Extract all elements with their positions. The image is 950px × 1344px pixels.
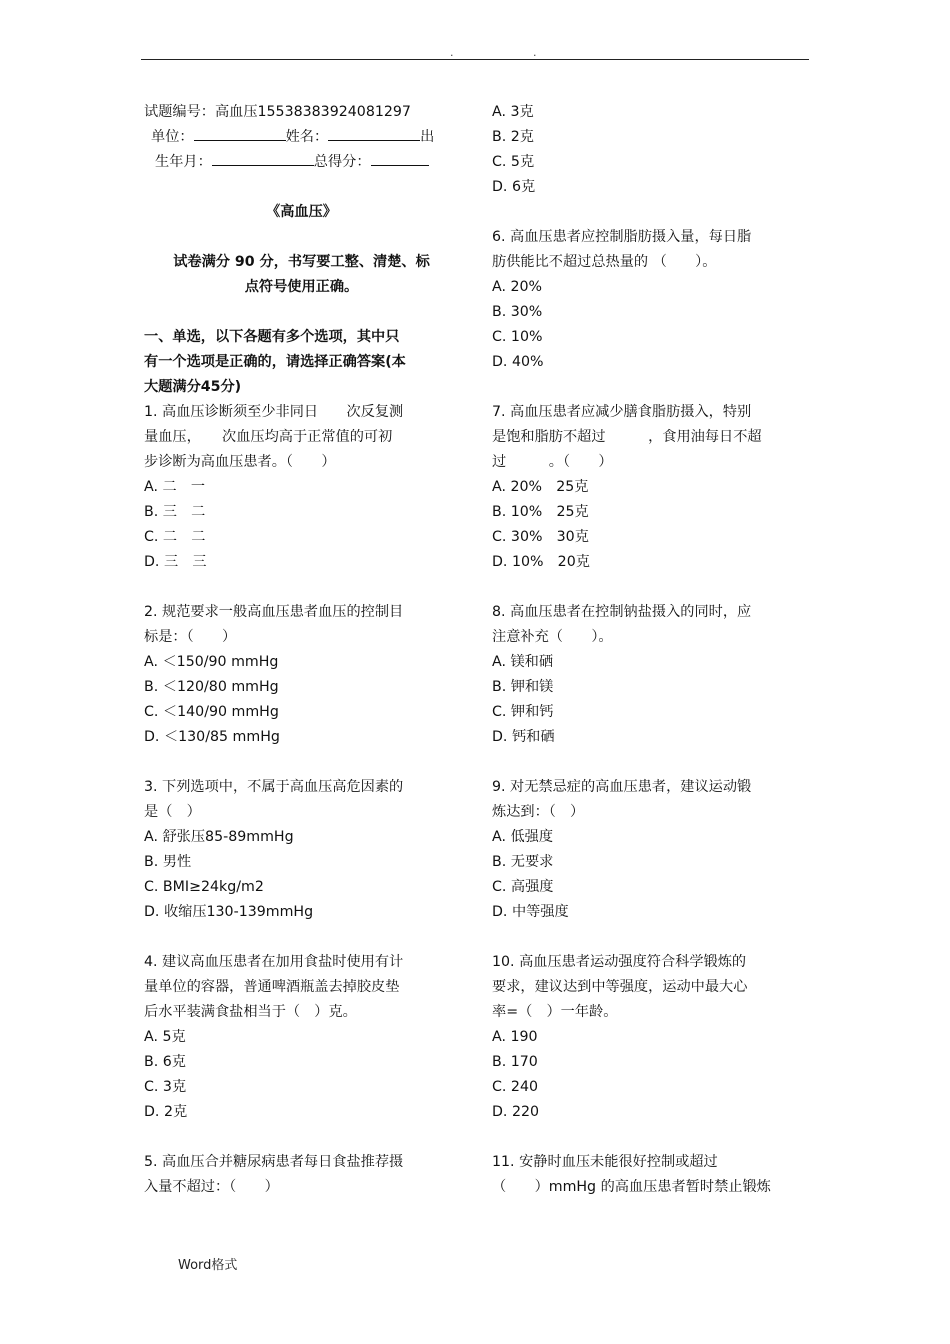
option-a[interactable]: A. 20% bbox=[492, 279, 543, 295]
question-stem: 3. 下列选项中，不属于高血压高危因素的 bbox=[144, 779, 404, 795]
question-stem: 9. 对无禁忌症的高血压患者，建议运动锻 bbox=[492, 779, 752, 795]
unit-name-line bbox=[144, 125, 459, 150]
option-b[interactable]: B. 10% 25克 bbox=[492, 504, 589, 520]
question-stem: 11. 安静时血压未能很好控制或超过 bbox=[492, 1154, 718, 1170]
option-b[interactable]: B. 钾和镁 bbox=[492, 679, 554, 695]
option-c[interactable]: C. BMI≥24kg/m2 bbox=[144, 879, 264, 895]
option-b[interactable]: B. 无要求 bbox=[492, 854, 554, 870]
option-d[interactable]: D. 钙和硒 bbox=[492, 729, 555, 745]
option-c[interactable]: C. 3克 bbox=[144, 1079, 187, 1095]
question-1 bbox=[144, 400, 459, 575]
header-dots: . . bbox=[450, 46, 575, 59]
question-stem: （ ）mmHg 的高血压患者暂时禁止锻炼 bbox=[492, 1179, 771, 1195]
name-label: 姓名： bbox=[285, 129, 329, 145]
option-b[interactable]: B. 男性 bbox=[144, 854, 192, 870]
section-heading: 大题满分45分) bbox=[144, 379, 242, 395]
question-stem: 后水平装满食盐相当于（ ）克。 bbox=[144, 1004, 357, 1020]
question-5-stem bbox=[144, 1150, 459, 1200]
option-c[interactable]: C. 高强度 bbox=[492, 879, 554, 895]
birth-prefix: 出 bbox=[420, 129, 435, 145]
option-c[interactable]: C. 240 bbox=[492, 1079, 539, 1095]
question-4 bbox=[144, 950, 459, 1125]
question-5-options bbox=[492, 100, 807, 200]
option-d[interactable]: D. 收缩压130-139mmHg bbox=[144, 904, 314, 920]
option-a[interactable]: A. 5克 bbox=[144, 1029, 186, 1045]
option-d[interactable]: D. 中等强度 bbox=[492, 904, 569, 920]
page-title: 《高血压》 bbox=[266, 204, 337, 220]
question-stem: 1. 高血压诊断须至少非同日 次反复测 bbox=[144, 404, 404, 420]
birth-score-line bbox=[144, 150, 459, 175]
notice-line: 试卷满分 90 分，书写要工整、清楚、标 bbox=[173, 254, 430, 270]
option-d[interactable]: D. 40% bbox=[492, 354, 544, 370]
option-a[interactable]: A. 二 一 bbox=[144, 479, 206, 495]
question-stem: 6. 高血压患者应控制脂肪摄入量，每日脂 bbox=[492, 229, 752, 245]
option-d[interactable]: D. 6克 bbox=[492, 179, 536, 195]
question-stem: 炼达到：（ ） bbox=[492, 804, 585, 820]
option-a[interactable]: A. 舒张压85-89mmHg bbox=[144, 829, 294, 845]
option-a[interactable]: A. 镁和硒 bbox=[492, 654, 554, 670]
question-stem: 4. 建议高血压患者在加用食盐时使用有计 bbox=[144, 954, 404, 970]
option-c[interactable]: C. 30% 30克 bbox=[492, 529, 589, 545]
score-field[interactable] bbox=[371, 151, 429, 166]
question-stem: 10. 高血压患者运动强度符合科学锻炼的 bbox=[492, 954, 747, 970]
birth-field[interactable] bbox=[212, 151, 314, 166]
unit-field[interactable] bbox=[194, 126, 286, 141]
question-stem: 8. 高血压患者在控制钠盐摄入的同时，应 bbox=[492, 604, 752, 620]
section-heading: 有一个选项是正确的，请选择正确答案(本 bbox=[144, 354, 406, 370]
question-10 bbox=[492, 950, 807, 1125]
option-b[interactable]: B. 30% bbox=[492, 304, 543, 320]
option-d[interactable]: D. ＜130/85 mmHg bbox=[144, 729, 280, 745]
question-11 bbox=[492, 1150, 807, 1200]
question-3 bbox=[144, 775, 459, 925]
option-b[interactable]: B. 2克 bbox=[492, 129, 534, 145]
option-c[interactable]: C. 10% bbox=[492, 329, 543, 345]
question-stem: 是饱和脂肪不超过 ，食用油每日不超 bbox=[492, 429, 762, 445]
question-6 bbox=[492, 225, 807, 375]
name-field[interactable] bbox=[328, 126, 420, 141]
option-d[interactable]: D. 220 bbox=[492, 1104, 540, 1120]
exam-id: 试题编号：高血压15538383924081297 bbox=[144, 104, 411, 120]
question-8 bbox=[492, 600, 807, 750]
question-stem: 7. 高血压患者应减少膳食脂肪摄入，特别 bbox=[492, 404, 752, 420]
question-stem: 是（ ） bbox=[144, 804, 201, 820]
option-d[interactable]: D. 2克 bbox=[144, 1104, 188, 1120]
option-d[interactable]: D. 三 三 bbox=[144, 554, 207, 570]
question-stem: 标是：（ ） bbox=[144, 629, 237, 645]
question-stem: 过 。（ ） bbox=[492, 454, 613, 470]
option-c[interactable]: C. 二 二 bbox=[144, 529, 206, 545]
option-a[interactable]: A. 低强度 bbox=[492, 829, 554, 845]
section-heading: 一、单选，以下各题有多个选项，其中只 bbox=[144, 329, 400, 345]
option-a[interactable]: A. ＜150/90 mmHg bbox=[144, 654, 279, 670]
question-stem: 入量不超过：（ ） bbox=[144, 1179, 279, 1195]
option-d[interactable]: D. 10% 20克 bbox=[492, 554, 590, 570]
option-b[interactable]: B. 170 bbox=[492, 1054, 538, 1070]
question-stem: 步诊断为高血压患者。（ ） bbox=[144, 454, 336, 470]
notice-line: 点符号使用正确。 bbox=[244, 279, 359, 295]
score-label: 总得分： bbox=[313, 154, 371, 170]
question-stem: 量单位的容器，普通啤酒瓶盖去掉胶皮垫 bbox=[144, 979, 400, 995]
question-2 bbox=[144, 600, 459, 750]
option-c[interactable]: C. ＜140/90 mmHg bbox=[144, 704, 279, 720]
question-7 bbox=[492, 400, 807, 575]
birth-label: 生年月： bbox=[155, 154, 212, 170]
question-stem: 肪供能比不超过总热量的 （ ）。 bbox=[492, 254, 717, 270]
question-9 bbox=[492, 775, 807, 925]
option-b[interactable]: B. 三 二 bbox=[144, 504, 206, 520]
question-stem: 注意补充（ ）。 bbox=[492, 629, 613, 645]
option-b[interactable]: B. ＜120/80 mmHg bbox=[144, 679, 279, 695]
question-stem: 5. 高血压合并糖尿病患者每日食盐推荐摄 bbox=[144, 1154, 404, 1170]
right-column bbox=[492, 100, 807, 1200]
question-stem: 2. 规范要求一般高血压患者血压的控制目 bbox=[144, 604, 404, 620]
footer-label: Word格式 bbox=[178, 1258, 238, 1273]
option-a[interactable]: A. 3克 bbox=[492, 104, 534, 120]
unit-label: 单位： bbox=[151, 129, 194, 145]
question-stem: 要求，建议达到中等强度，运动中最大心 bbox=[492, 979, 748, 995]
option-a[interactable]: A. 20% 25克 bbox=[492, 479, 589, 495]
question-stem: 率=（ ）一年龄。 bbox=[492, 1004, 618, 1020]
option-c[interactable]: C. 5克 bbox=[492, 154, 535, 170]
header-rule bbox=[141, 59, 809, 60]
left-column bbox=[144, 100, 459, 1200]
question-stem: 量血压， 次血压均高于正常值的可初 bbox=[144, 429, 393, 445]
option-c[interactable]: C. 钾和钙 bbox=[492, 704, 554, 720]
option-b[interactable]: B. 6克 bbox=[144, 1054, 186, 1070]
option-a[interactable]: A. 190 bbox=[492, 1029, 538, 1045]
